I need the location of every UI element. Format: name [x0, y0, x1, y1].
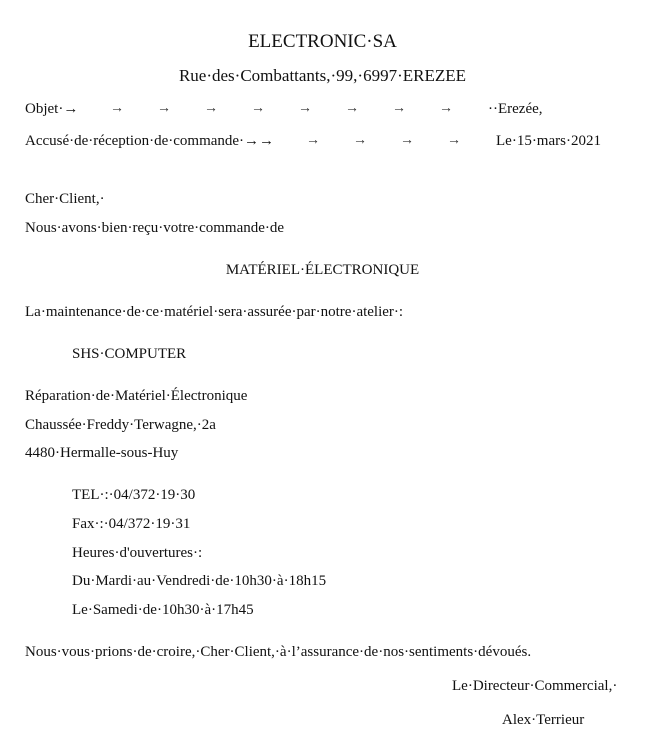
- tab-arrow-icon: →: [400, 133, 414, 148]
- signature-name: Alex·Terrieur: [502, 712, 585, 728]
- intro-text: Nous·avons·bien·reçu·votre·commande·de: [25, 220, 285, 236]
- tab-arrow-icon: →: [244, 133, 260, 149]
- signature-title: Le·Directeur·Commercial,·: [452, 678, 618, 694]
- company-address: Rue·des·Combattants,·99,·6997·EREZEE: [178, 66, 467, 85]
- product-title: MATÉRIEL·ÉLECTRONIQUE: [225, 262, 420, 278]
- tab-arrow-icon: →: [298, 101, 312, 116]
- tab-arrow-icon: →: [439, 101, 453, 116]
- tab-arrow-icon: →: [204, 101, 218, 116]
- objet-text: Objet·: [25, 101, 64, 117]
- workshop-street: Chaussée·Freddy·Terwagne,·2a: [25, 417, 216, 433]
- subject-line: [25, 132, 274, 150]
- tab-arrow-icon: →: [110, 101, 124, 116]
- salutation: Cher·Client,·: [25, 191, 105, 207]
- subject-text: Accusé·de·réception·de·commande·: [25, 133, 245, 149]
- hours-weekdays: Du·Mardi·au·Vendredi·de·10h30·à·18h15: [72, 573, 327, 589]
- workshop-description: Réparation·de·Matériel·Électronique: [25, 388, 248, 404]
- tab-arrow-icon: →: [345, 101, 359, 116]
- date-text: Le·15·mars·2021: [496, 133, 601, 149]
- place-text: ··Erezée,: [488, 101, 543, 117]
- tab-arrow-icon: →: [392, 101, 406, 116]
- maintenance-text: La·maintenance·de·ce·matériel·sera·assurée·par·notre·atelier·:: [25, 304, 404, 320]
- tab-arrow-icon: →: [353, 133, 367, 148]
- hours-title: Heures·d'ouvertures·:: [72, 545, 203, 561]
- tab-arrow-icon: →: [259, 133, 275, 149]
- hours-saturday: Le·Samedi·de·10h30·à·17h45: [72, 602, 254, 618]
- tab-arrow-icon: →: [306, 133, 320, 148]
- tab-arrow-icon: →: [447, 133, 461, 148]
- phone-number: TEL·:·04/372·19·30: [72, 487, 196, 503]
- workshop-city: 4480·Hermalle-sous-Huy: [25, 445, 179, 461]
- fax-number: Fax·:·04/372·19·31: [72, 516, 191, 532]
- closing-text: Nous·vous·prions·de·croire,·Cher·Client,·à·l’assurance·de·nos·sentiments·dévoués.: [25, 644, 532, 660]
- tab-arrow-icon: →: [63, 101, 79, 117]
- workshop-name: SHS·COMPUTER: [72, 346, 187, 362]
- tab-arrow-icon: →: [251, 101, 265, 116]
- tab-arrow-icon: →: [157, 101, 171, 116]
- company-name: ELECTRONIC·SA: [248, 31, 397, 52]
- objet-label: [25, 100, 78, 118]
